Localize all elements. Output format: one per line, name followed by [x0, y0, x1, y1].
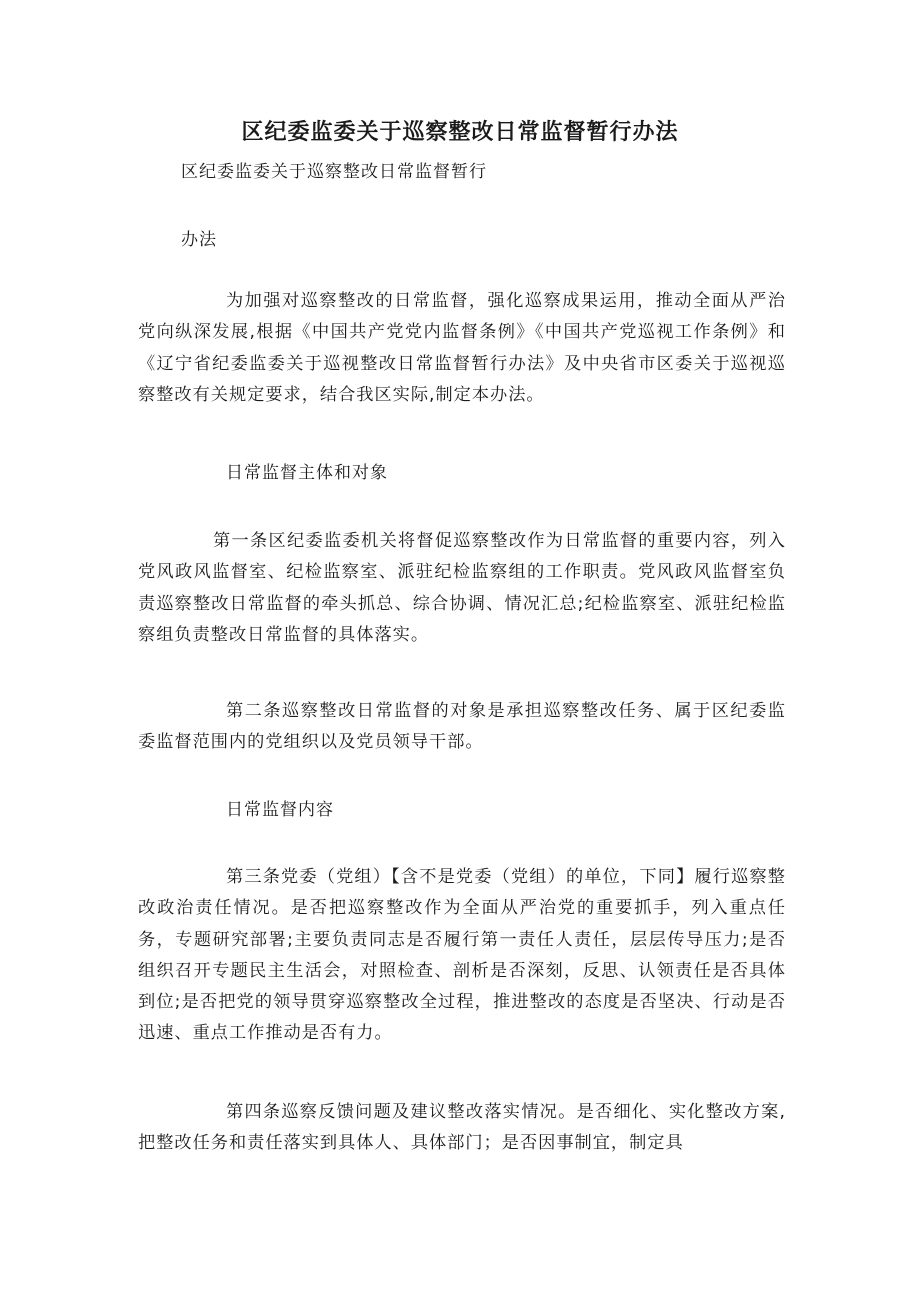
article-3-paragraph: 第三条党委（党组）【含不是党委（党组）的单位，下同】履行巡察整改政治责任情况。是否把巡察整改作为全面从严治党的重要抓手，列入重点任务，专题研究部署;主要负责同志是否履行第一责任人责任，层层传导压力;是否组织召开专题民主生活会，对照检查、剖析是否深刻，反思、认领责任是否具体到位;是否把党的领导贯穿巡察整改全过程，推进整改的态度是否坚决、行动是否迅速、重点工作推动是否有力。: [138, 867, 786, 1044]
section-heading-supervision-content: 日常监督内容: [226, 800, 334, 820]
subtitle-line-2: 办法: [181, 230, 217, 250]
subtitle-line-1: 区纪委监委关于巡察整改日常监督暂行: [181, 162, 487, 182]
intro-paragraph: 为加强对巡察整改的日常监督，强化巡察成果运用，推动全面从严治党向纵深发展,根据《中国共产党党内监督条例》《中国共产党巡视工作条例》和《辽宁省纪委监委关于巡视整改日常监督暂行办法》及中央省市区委关于巡视巡察整改有关规定要求，结合我区实际,制定本办法。: [138, 291, 786, 405]
article-2-paragraph: 第二条巡察整改日常监督的对象是承担巡察整改任务、属于区纪委监委监督范围内的党组织以及党员领导干部。: [138, 701, 786, 753]
section-heading-supervision-subjects: 日常监督主体和对象: [226, 463, 388, 483]
document-title: 区纪委监委关于巡察整改日常监督暂行办法: [241, 120, 679, 145]
article-1-paragraph: 第一条区纪委监委机关将督促巡察整改作为日常监督的重要内容，列入党风政风监督室、纪检监察室、派驻纪检监察组的工作职责。党风政风监督室负责巡察整改日常监督的牵头抓总、综合协调、情况汇总;纪检监察室、派驻纪检监察组负责整改日常监督的具体落实。: [138, 531, 786, 645]
article-4-paragraph: 第四条巡察反馈问题及建议整改落实情况。是否细化、实化整改方案,把整改任务和责任落实到具体人、具体部门；是否因事制宜，制定具: [138, 1102, 786, 1154]
